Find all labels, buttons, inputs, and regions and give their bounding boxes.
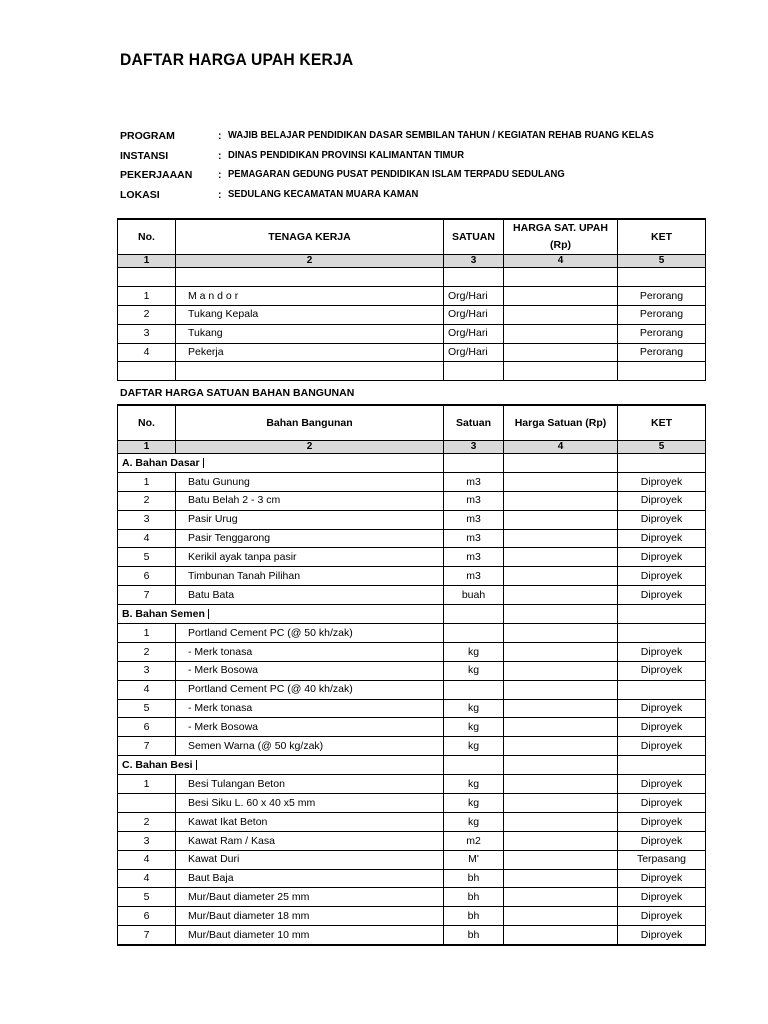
column-number-row <box>118 255 706 268</box>
header-no: No. <box>118 219 176 255</box>
row-unit: m3 <box>444 548 504 567</box>
row-unit: Org/Hari <box>444 343 504 362</box>
row-ket: Perorang <box>618 286 706 305</box>
row-price <box>504 510 618 529</box>
column-number: 4 <box>504 441 618 454</box>
blank-cell <box>176 362 444 381</box>
row-unit <box>444 624 504 643</box>
header-price: HARGA SAT. UPAH (Rp) <box>504 219 618 255</box>
blank-cell <box>618 605 706 624</box>
table-row <box>118 661 706 680</box>
column-number: 2 <box>176 255 444 268</box>
blank-cell <box>176 268 444 287</box>
row-unit: m3 <box>444 567 504 586</box>
row-material-name: Mur/Baut diameter 25 mm <box>176 888 444 907</box>
header-material: Bahan Bangunan <box>176 405 444 441</box>
blank-cell <box>504 268 618 287</box>
info-colon: : <box>218 130 222 142</box>
row-unit: bh <box>444 869 504 888</box>
table-header-row <box>118 405 706 441</box>
column-number-row <box>118 441 706 454</box>
row-ket: Diproyek <box>618 775 706 794</box>
row-price <box>504 343 618 362</box>
row-price <box>504 491 618 510</box>
blank-cell <box>118 268 176 287</box>
info-label: PEKERJAAAN <box>120 169 193 181</box>
row-unit: Org/Hari <box>444 324 504 343</box>
row-material-name: Batu Belah 2 - 3 cm <box>176 491 444 510</box>
row-ket: Diproyek <box>618 888 706 907</box>
row-ket: Diproyek <box>618 586 706 605</box>
row-ket: Diproyek <box>618 567 706 586</box>
row-material-name: Batu Bata <box>176 586 444 605</box>
blank-cell <box>504 454 618 473</box>
row-unit: bh <box>444 926 504 945</box>
info-row-program <box>120 128 720 148</box>
blank-cell <box>618 362 706 381</box>
row-material-name: Mur/Baut diameter 10 mm <box>176 926 444 945</box>
blank-cell <box>618 454 706 473</box>
row-unit: Org/Hari <box>444 286 504 305</box>
info-colon: : <box>218 169 222 181</box>
table-row <box>118 529 706 548</box>
row-no: 2 <box>118 491 176 510</box>
row-ket: Perorang <box>618 305 706 324</box>
blank-row <box>118 268 706 287</box>
row-unit <box>444 680 504 699</box>
row-price <box>504 567 618 586</box>
column-number: 1 <box>118 255 176 268</box>
table-row <box>118 567 706 586</box>
blank-cell <box>504 756 618 775</box>
row-material-name: - Merk Bosowa <box>176 661 444 680</box>
section-title: A. Bahan Dasar <box>122 458 204 469</box>
row-price <box>504 529 618 548</box>
table-row <box>118 586 706 605</box>
row-no: 1 <box>118 624 176 643</box>
table-row <box>118 642 706 661</box>
row-price <box>504 661 618 680</box>
column-number: 2 <box>176 441 444 454</box>
row-ket: Diproyek <box>618 926 706 945</box>
table-row <box>118 775 706 794</box>
row-ket: Diproyek <box>618 529 706 548</box>
row-no: 3 <box>118 324 176 343</box>
row-price <box>504 907 618 926</box>
row-price <box>504 472 618 491</box>
row-price <box>504 548 618 567</box>
column-number: 5 <box>618 255 706 268</box>
row-unit: m3 <box>444 472 504 491</box>
row-no: 1 <box>118 286 176 305</box>
table-row <box>118 680 706 699</box>
row-price <box>504 286 618 305</box>
project-info <box>120 128 720 206</box>
row-no: 5 <box>118 888 176 907</box>
row-material-name: Pasir Urug <box>176 510 444 529</box>
row-unit: m3 <box>444 529 504 548</box>
table-row <box>118 907 706 926</box>
table-row <box>118 699 706 718</box>
blank-cell <box>618 756 706 775</box>
row-no: 2 <box>118 305 176 324</box>
table-row <box>118 718 706 737</box>
blank-cell <box>504 605 618 624</box>
table-row <box>118 472 706 491</box>
row-material-name: Kawat Ram / Kasa <box>176 831 444 850</box>
row-material-name: Timbunan Tanah Pilihan <box>176 567 444 586</box>
row-unit: kg <box>444 794 504 813</box>
row-price <box>504 888 618 907</box>
row-unit: M' <box>444 850 504 869</box>
info-colon: : <box>218 188 222 201</box>
row-price <box>504 775 618 794</box>
table-row <box>118 812 706 831</box>
row-price <box>504 869 618 888</box>
header-no: No. <box>118 405 176 441</box>
table-row <box>118 305 706 324</box>
page-title: DAFTAR HARGA UPAH KERJA <box>120 50 354 69</box>
row-labor-name: Tukang Kepala <box>176 305 444 324</box>
row-price <box>504 586 618 605</box>
material-price-title: DAFTAR HARGA SATUAN BAHAN BANGUNAN <box>120 387 355 399</box>
row-ket <box>618 624 706 643</box>
table-row <box>118 510 706 529</box>
row-unit: bh <box>444 888 504 907</box>
section-title: B. Bahan Semen <box>122 609 209 620</box>
blank-cell <box>618 268 706 287</box>
row-labor-name: Tukang <box>176 324 444 343</box>
row-unit: bh <box>444 907 504 926</box>
row-unit: kg <box>444 812 504 831</box>
row-unit: kg <box>444 642 504 661</box>
column-number: 3 <box>444 255 504 268</box>
header-labor: TENAGA KERJA <box>176 219 444 255</box>
blank-cell <box>444 605 504 624</box>
row-price <box>504 718 618 737</box>
row-ket: Diproyek <box>618 718 706 737</box>
table-row <box>118 548 706 567</box>
table-row <box>118 831 706 850</box>
row-unit: kg <box>444 737 504 756</box>
column-number: 3 <box>444 441 504 454</box>
row-price <box>504 324 618 343</box>
table-row <box>118 624 706 643</box>
column-number: 1 <box>118 441 176 454</box>
row-price <box>504 305 618 324</box>
row-material-name: Pasir Tenggarong <box>176 529 444 548</box>
blank-cell <box>118 362 176 381</box>
header-price: Harga Satuan (Rp) <box>504 405 618 441</box>
row-price <box>504 699 618 718</box>
table-row <box>118 324 706 343</box>
row-no: 5 <box>118 699 176 718</box>
header-unit: Satuan <box>444 405 504 441</box>
material-price-table <box>117 404 706 946</box>
row-no: 3 <box>118 510 176 529</box>
blank-cell <box>504 362 618 381</box>
row-price <box>504 926 618 945</box>
row-ket: Terpasang <box>618 850 706 869</box>
row-no: 7 <box>118 586 176 605</box>
row-ket: Diproyek <box>618 699 706 718</box>
row-material-name: Portland Cement PC (@ 50 kh/zak) <box>176 624 444 643</box>
row-ket: Diproyek <box>618 794 706 813</box>
row-unit: kg <box>444 699 504 718</box>
row-ket: Diproyek <box>618 510 706 529</box>
info-colon: : <box>218 149 222 162</box>
row-no: 2 <box>118 642 176 661</box>
info-value: WAJIB BELAJAR PENDIDIKAN DASAR SEMBILAN TAHUN / KEGIATAN REHAB RUANG KELAS <box>228 129 654 141</box>
row-ket: Diproyek <box>618 831 706 850</box>
row-unit: buah <box>444 586 504 605</box>
info-value: DINAS PENDIDIKAN PROVINSI KALIMANTAN TIMUR <box>228 148 465 161</box>
table-row <box>118 286 706 305</box>
section-row <box>118 756 706 775</box>
row-unit: m2 <box>444 831 504 850</box>
row-price <box>504 812 618 831</box>
section-title: C. Bahan Besi <box>122 760 197 771</box>
row-no: 6 <box>118 718 176 737</box>
info-label: PROGRAM <box>120 130 175 142</box>
section-title-cell <box>118 756 444 775</box>
row-ket: Diproyek <box>618 869 706 888</box>
info-label: INSTANSI <box>120 149 169 162</box>
row-price <box>504 680 618 699</box>
section-title-cell <box>118 454 444 473</box>
info-row-pekerjaan <box>120 167 720 187</box>
row-ket: Diproyek <box>618 661 706 680</box>
blank-cell <box>444 268 504 287</box>
row-price <box>504 831 618 850</box>
table-row <box>118 850 706 869</box>
row-no: 1 <box>118 775 176 794</box>
row-no: 4 <box>118 680 176 699</box>
table-row <box>118 869 706 888</box>
info-label: LOKASI <box>120 188 160 201</box>
row-material-name: Besi Tulangan Beton <box>176 775 444 794</box>
row-ket: Diproyek <box>618 812 706 831</box>
row-material-name: - Merk Bosowa <box>176 718 444 737</box>
row-price <box>504 624 618 643</box>
info-value: PEMAGARAN GEDUNG PUSAT PENDIDIKAN ISLAM TERPADU SEDULANG <box>228 168 565 180</box>
row-no: 6 <box>118 567 176 586</box>
row-price <box>504 642 618 661</box>
column-number: 4 <box>504 255 618 268</box>
row-unit: kg <box>444 775 504 794</box>
blank-cell <box>444 756 504 775</box>
row-ket: Diproyek <box>618 737 706 756</box>
row-material-name: Baut Baja <box>176 869 444 888</box>
table-row <box>118 926 706 945</box>
row-unit: Org/Hari <box>444 305 504 324</box>
row-material-name: Kawat Ikat Beton <box>176 812 444 831</box>
row-price <box>504 850 618 869</box>
table-header-row <box>118 219 706 255</box>
row-no: 4 <box>118 343 176 362</box>
row-ket: Diproyek <box>618 548 706 567</box>
row-no: 3 <box>118 831 176 850</box>
row-no: 3 <box>118 661 176 680</box>
row-material-name: Batu Gunung <box>176 472 444 491</box>
section-title-cell <box>118 605 444 624</box>
row-price <box>504 737 618 756</box>
blank-row <box>118 362 706 381</box>
row-unit: m3 <box>444 510 504 529</box>
row-ket: Diproyek <box>618 472 706 491</box>
row-no: 4 <box>118 869 176 888</box>
row-material-name: Portland Cement PC (@ 40 kh/zak) <box>176 680 444 699</box>
table-row <box>118 737 706 756</box>
row-material-name: Semen Warna (@ 50 kg/zak) <box>176 737 444 756</box>
row-ket: Perorang <box>618 324 706 343</box>
section-row <box>118 605 706 624</box>
table-row <box>118 888 706 907</box>
row-no: 2 <box>118 812 176 831</box>
column-number: 5 <box>618 441 706 454</box>
row-unit: kg <box>444 661 504 680</box>
table-row <box>118 343 706 362</box>
row-no: 7 <box>118 926 176 945</box>
row-unit: m3 <box>444 491 504 510</box>
blank-cell <box>444 362 504 381</box>
row-labor-name: Pekerja <box>176 343 444 362</box>
labor-wage-table <box>117 218 706 381</box>
row-no: 7 <box>118 737 176 756</box>
row-material-name: - Merk tonasa <box>176 642 444 661</box>
row-ket: Perorang <box>618 343 706 362</box>
row-material-name: - Merk tonasa <box>176 699 444 718</box>
info-row-lokasi <box>120 187 720 207</box>
row-unit: kg <box>444 718 504 737</box>
blank-cell <box>444 454 504 473</box>
row-material-name: Mur/Baut diameter 18 mm <box>176 907 444 926</box>
header-ket: KET <box>618 405 706 441</box>
row-no: 4 <box>118 529 176 548</box>
row-no: 5 <box>118 548 176 567</box>
row-ket: Diproyek <box>618 642 706 661</box>
section-row <box>118 454 706 473</box>
row-material-name: Kawat Duri <box>176 850 444 869</box>
row-price <box>504 794 618 813</box>
row-material-name: Kerikil ayak tanpa pasir <box>176 548 444 567</box>
table-row <box>118 491 706 510</box>
row-no: 6 <box>118 907 176 926</box>
row-no: 4 <box>118 850 176 869</box>
info-value: SEDULANG KECAMATAN MUARA KAMAN <box>228 187 419 200</box>
info-row-instansi <box>120 148 720 168</box>
row-labor-name: M a n d o r <box>176 286 444 305</box>
row-no: 1 <box>118 472 176 491</box>
row-ket: Diproyek <box>618 907 706 926</box>
row-material-name: Besi Siku L. 60 x 40 x5 mm <box>176 794 444 813</box>
header-ket: KET <box>618 219 706 255</box>
row-no <box>118 794 176 813</box>
row-ket: Diproyek <box>618 491 706 510</box>
row-ket <box>618 680 706 699</box>
header-unit: SATUAN <box>444 219 504 255</box>
table-row <box>118 794 706 813</box>
